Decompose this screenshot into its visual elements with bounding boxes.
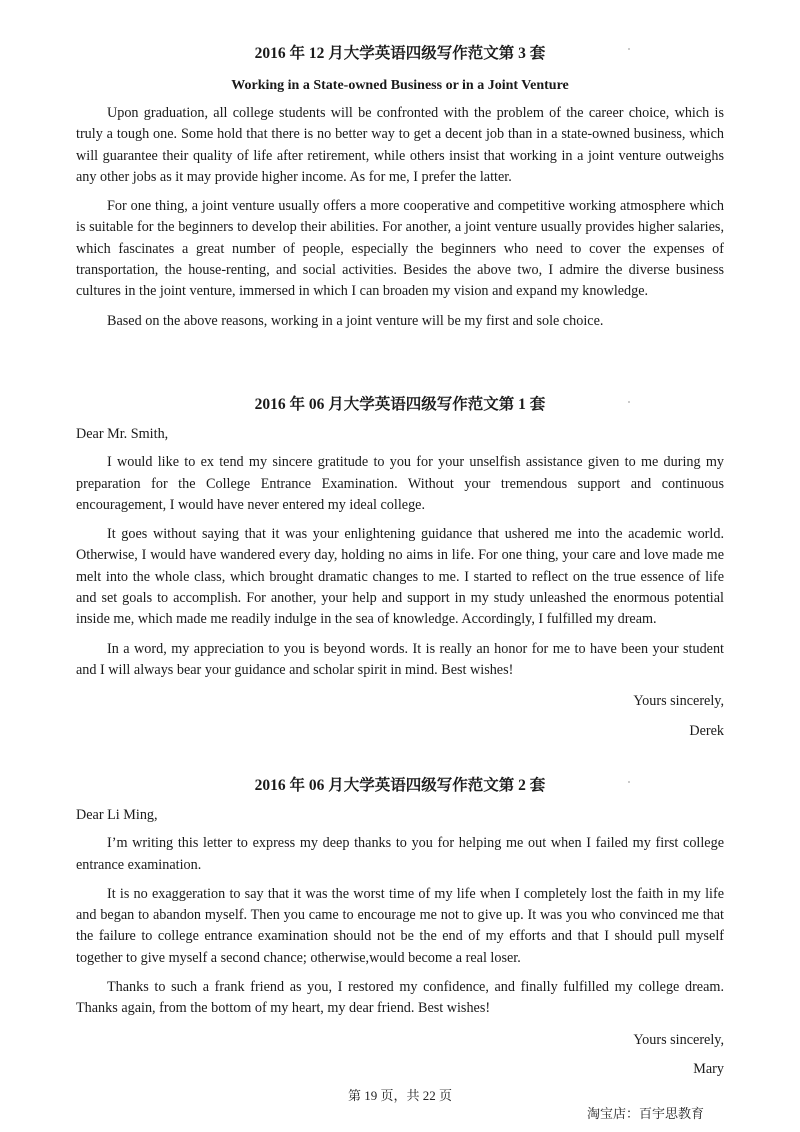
shop-watermark: 淘宝店：百宇思教育 [586, 1106, 704, 1121]
letter-2016-06-set2 [76, 776, 724, 1080]
paragraph: It goes without saying that it was your enlightening guidance that ushered me into the academic world. Otherwise, I would have wandered every day, holding no aims in life. For one thing, your care and love made me melt into the whole class, which brought dramatic changes to me. I started to reflect on the true essence of life and set goals to accomplish. For another, your help and support in my study unleashed the enormous potential inside me, which made me readily indulge in the sea of knowledge. Accordingly, I fulfilled my dream. [76, 526, 724, 628]
paragraph: It is no exaggeration to say that it was the worst time of my life when I completely lost the faith in my life and began to abandon myself. Then you came to encourage me not to give up. It was you who convinced me that the failure to college entrance examination should not be the end of my efforts and that I should pull myself together to give myself a second chance; otherwise,would become a real loser. [76, 885, 724, 966]
paragraph: Thanks to such a frank friend as you, I restored my confidence, and finally fulfilled my college dream. Thanks again, from the bottom of my heart, my dear friend. Best wishes! [76, 979, 724, 1017]
scan-speck [628, 781, 630, 783]
letter-signature: Mary [693, 1060, 724, 1077]
letter-closing: Yours sincerely, [633, 693, 724, 710]
section-heading: 2016 年 06 月大学英语四级写作范文第 1 套 [254, 396, 546, 413]
paragraph: Based on the above reasons, working in a joint venture will be my first and sole choice. [107, 312, 604, 329]
letter-signature: Derek [689, 722, 724, 739]
essay-2016-12-set3 [76, 44, 724, 332]
essay-title: Working in a State-owned Business or in a Joint Venture [231, 78, 569, 93]
paragraph: Upon graduation, all college students will be confronted with the problem of the career choice, which is truly a tough one. Some hold that there is no better way to get a decent job than in a state-owned business, which will guarantee their quality of life after retirement, while others insist that working in a joint venture outweighs any other jobs as it may provide higher income. As for me, I prefer the latter. [76, 105, 724, 185]
paragraph: I’m writing this letter to express my deep thanks to you for helping me out when I failed my first college entrance examination. [76, 835, 724, 873]
paragraph: For one thing, a joint venture usually offers a more cooperative and competitive working atmosphere which is suitable for the beginners to develop their abilities. For another, a joint venture usually provides higher salaries, which fascinates a great number of people, especially the beginners who need to cover the expenses of transportation, the house-renting, and social activities. Besides the above two, I admire the diverse business cultures in the joint venture, immersed in which I can broaden my vision and expand my knowledge. [76, 198, 724, 300]
letter-salutation: Dear Li Ming, [76, 807, 158, 823]
letter-salutation: Dear Mr. Smith, [76, 426, 169, 442]
page-number: 第 19 页，共 22 页 [347, 1088, 452, 1103]
scan-speck [628, 401, 630, 403]
scan-speck [628, 48, 630, 50]
section-heading: 2016 年 06 月大学英语四级写作范文第 2 套 [254, 777, 546, 794]
letter-2016-06-set1 [76, 395, 724, 742]
letter-closing: Yours sincerely, [633, 1031, 724, 1048]
section-heading: 2016 年 12 月大学英语四级写作范文第 3 套 [254, 45, 546, 62]
paragraph: In a word, my appreciation to you is beyond words. It is really an honor for me to have been your student and I will always bear your guidance and scholar spirit in mind. Best wishes! [76, 640, 724, 678]
paragraph: I would like to ex tend my sincere gratitude to you for your unselfish assistance given to me during my preparation for the College Entrance Examination. Without your tremendous support and continuous encouragement, I would have never entered my ideal college. [76, 454, 724, 513]
